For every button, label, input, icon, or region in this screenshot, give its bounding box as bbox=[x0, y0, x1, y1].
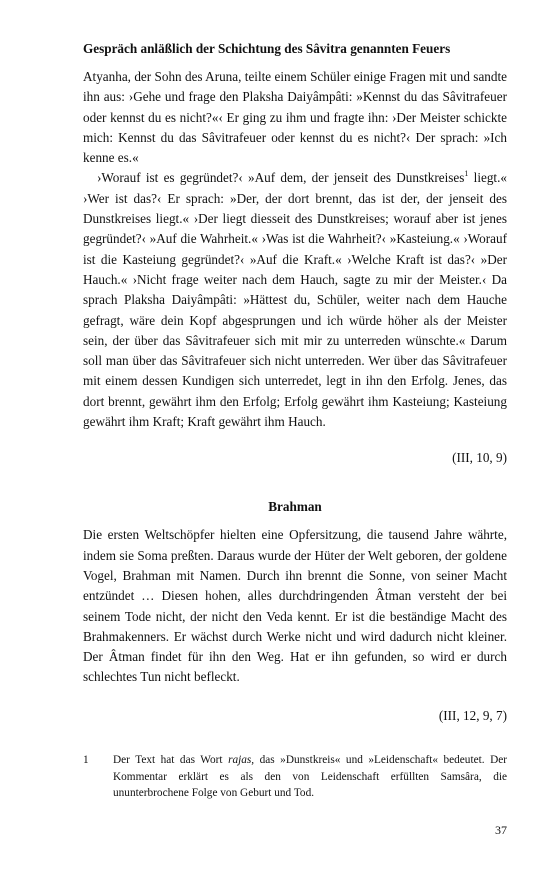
footnote bbox=[83, 752, 507, 802]
source-reference-2: (III, 12, 9, 7) bbox=[438, 707, 507, 723]
footnote-number: 1 bbox=[83, 754, 89, 766]
section-title-brahman: Brahman bbox=[268, 499, 322, 515]
footnote-text bbox=[113, 752, 507, 802]
source-reference-1: (III, 10, 9) bbox=[452, 450, 507, 466]
section-title-savitra: Gespräch anläßlich der Schichtung des Sâvitra genannten Feuers bbox=[83, 41, 451, 56]
footnote-text-start: Der Text hat das Wort bbox=[113, 754, 229, 766]
section-spacer bbox=[83, 468, 507, 498]
footnote-text-end: das »Dunstkreis« und »Leidenschaft« bedeutet. Der Kommentar erklärt es als den von Leidenschaft erfüllten Samsâra, die ununterbrochene Folge von Geburt und Tod. bbox=[113, 754, 508, 799]
paragraph-brahman: Die ersten Weltschöpfer hielten eine Opfersitzung, die tausend Jahre währte, indem sie Soma preßten. Daraus wurde der Hüter der Welt geboren, der goldene Vogel, Brahman mit Namen. Durch ihn brennt die Sonne, von seiner Macht entzündet … Diesen hohen, alles durchdringenden Âtman versteht der bei seinem Tode nicht, der nicht den Veda kennt. Er ist die beständige Macht des Brahmakenners. Er wächst durch Werke nicht und wird dadurch nicht kleiner. Der Âtman findet für ihn den Weg. Hat er ihn gefunden, so wird er durch schlechtes Tun nicht befleckt. bbox=[83, 527, 507, 685]
footnote-marker: 1 bbox=[464, 169, 469, 179]
footnote-term: rajas, bbox=[228, 754, 255, 766]
paragraph-2 bbox=[83, 168, 507, 432]
page-body bbox=[83, 40, 507, 726]
page-number: 37 bbox=[495, 823, 507, 837]
paragraph-1: Atyanha, der Sohn des Aruna, teilte einem Schüler einige Fragen mit und sandte ihn aus: ›Gehe und frage den Plaksha Daiyâmpâti: »Kennst du das Sâvitrafeuer oder kennst du es nicht?«‹ Er ging zu ihm und fragte ihn: ›Der Meister schickte mich: Kennst du das Sâvitrafeuer oder kennst du es nicht?‹ Der sprach: »Ich kenne es.« bbox=[83, 69, 507, 166]
paragraph-2-text-start: ›Worauf ist es gegründet?‹ »Auf dem, der jenseit des Dunstkreises bbox=[97, 170, 465, 186]
paragraph-2-text-end: liegt.« ›Wer ist das?‹ Er sprach: »Der, der dort brennt, das ist der, der jenseit des Dunstkreises liegt.« ›Der liegt diesseit des Dunstkreises; worauf aber ist jenes gegründet?‹ »Auf die Wahrheit.« ›Was ist die Wahrheit?‹ »Kasteiung.« ›Worauf ist die Kasteiung gegründet?‹ »Auf die Kraft.« ›Welche Kraft ist das?‹ »Der Hauch.« ›Nicht frage weiter nach dem Hauch, sagte zu mir der Meister.‹ Da sprach Plaksha Daiyâmpâti: »Hättest du, Schüler, weiter nach dem Hauche gefragt, wäre dein Kopf abgesprungen und ich würde höher als der Meister sein, der über das Sâvitrafeuer sich mit mir zu unterreden wünschte.« Darum soll man über das Sâvitrafeuer sich nicht unterreden. Wer über das Sâvitrafeuer mit einem dessen Kundigen sich unterredet, legt in ihn den Erfolg. Jenes, das dort brennt, gewährt ihm den Erfolg; Erfolg gewährt ihm Kasteiung; Kasteiung gewährt ihm Kraft; Kraft gewährt ihm Hauch. bbox=[83, 170, 507, 430]
